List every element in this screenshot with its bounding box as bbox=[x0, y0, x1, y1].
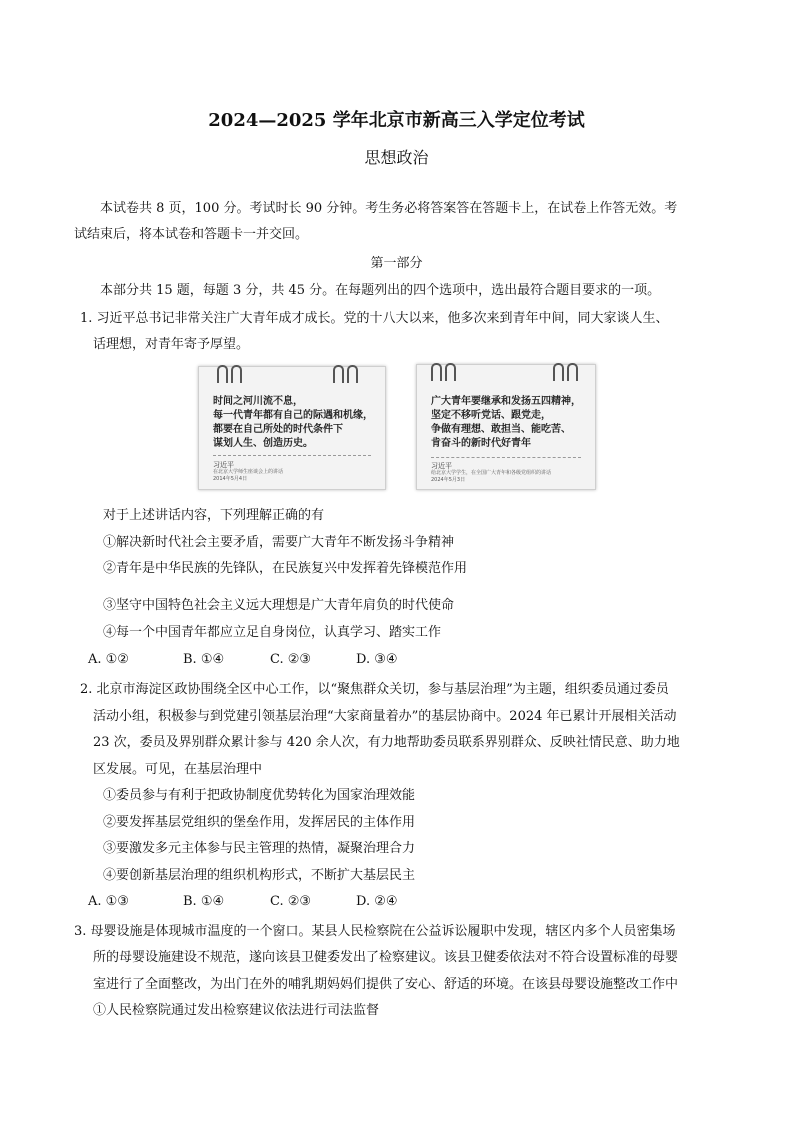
q2-stem-line-3: 23 次，委员及界别群众累计参与 420 余人次，有力地帮助委员联系界别群众、反映社情民意、助力地 bbox=[93, 735, 680, 750]
q2-choice-d: D. ②④ bbox=[356, 894, 398, 909]
q2-stem-line-1: 2. 北京市海淀区政协围绕全区中心工作，以“聚焦群众关切，参与基层治理”为主题，组织委员通过委员 bbox=[80, 682, 669, 697]
binder-ring-icon bbox=[217, 365, 228, 383]
q2-option-1: ①委员参与有利于把政协制度优势转化为国家治理效能 bbox=[103, 788, 416, 803]
part-title: 第一部分 bbox=[370, 256, 423, 271]
binder-ring-icon bbox=[445, 363, 456, 381]
card-1-quote: 时间之河川流不息， 每一代青年都有自己的际遇和机缘， 都要在自己所处的时代条件下 谋划人生、创造历史。 bbox=[213, 396, 373, 449]
quote-card-1 bbox=[198, 366, 386, 490]
q2-choice-c: C. ②③ bbox=[270, 894, 312, 909]
q2-stem-line-4: 区发展。可见，在基层治理中 bbox=[93, 762, 263, 777]
card-divider bbox=[213, 455, 371, 456]
quote-card-2 bbox=[416, 364, 596, 490]
instructions-line-1: 本试卷共 8 页，100 分。考试时长 90 分钟。考生务必将答案答在答题卡上，在试卷上作答无效。考 bbox=[100, 201, 678, 216]
part-description: 本部分共 15 题，每题 3 分，共 45 分。在每题列出的四个选项中，选出最符合题目要求的一项。 bbox=[100, 283, 661, 298]
q2-stem-line-2: 活动小组，积极参与到党建引领基层治理“大家商量着办”的基层协商中。2024 年已累计开展相关活动 bbox=[93, 709, 677, 724]
q2-option-2: ②要发挥基层党组织的堡垒作用，发挥居民的主体作用 bbox=[103, 815, 416, 830]
q3-option-1: ①人民检察院通过发出检察建议依法进行司法监督 bbox=[93, 1003, 380, 1018]
q2-choice-b: B. ①④ bbox=[183, 894, 225, 909]
card-2-author: 习近平 bbox=[431, 462, 452, 470]
q1-choice-d: D. ③④ bbox=[356, 652, 398, 667]
q2-option-3: ③要激发多元主体参与民主管理的热情，凝聚治理合力 bbox=[103, 841, 416, 856]
q2-choice-a: A. ①③ bbox=[88, 894, 129, 909]
card-1-author: 习近平 bbox=[213, 461, 234, 469]
binder-ring-icon bbox=[553, 363, 564, 381]
card-2-quote: 广大青年要继承和发扬五四精神， 坚定不移听党话、跟党走， 争做有理想、敢担当、能吃苦、 肯奋斗的新时代好青年 bbox=[431, 396, 581, 449]
q1-stem-line-2: 话理想，对青年寄予厚望。 bbox=[93, 337, 250, 352]
binder-ring-icon bbox=[431, 363, 442, 381]
exam-subject: 思想政治 bbox=[364, 148, 429, 167]
q2-option-4: ④要创新基层治理的组织机构形式，不断扩大基层民主 bbox=[103, 868, 416, 883]
q1-option-4: ④每一个中国青年都应立足自身岗位，认真学习、踏实工作 bbox=[103, 625, 442, 640]
q1-choice-b: B. ①④ bbox=[183, 652, 225, 667]
q1-option-3: ③坚守中国特色社会主义远大理想是广大青年肩负的时代使命 bbox=[103, 598, 455, 613]
q3-stem-line-1: 3. 母婴设施是体现城市温度的一个窗口。某县人民检察院在公益诉讼履职中发现，辖区内多个人员密集场 bbox=[74, 924, 676, 939]
binder-ring-icon bbox=[347, 365, 358, 383]
q1-choice-c: C. ②③ bbox=[270, 652, 312, 667]
card-1-date: 2014年5月4日 bbox=[213, 476, 248, 482]
card-1-source: 在北京大学师生座谈会上的讲话 bbox=[213, 469, 284, 475]
binder-ring-icon bbox=[567, 363, 578, 381]
q1-stem-line-1: 1. 习近平总书记非常关注广大青年成才成长。党的十八大以来，他多次来到青年中间，同大家谈人生、 bbox=[80, 311, 669, 326]
q1-option-2: ②青年是中华民族的先锋队，在民族复兴中发挥着先锋模范作用 bbox=[103, 561, 468, 576]
card-2-source: 给北京大学学生，在全国广大青年和各级党组织的讲话 bbox=[431, 470, 552, 476]
q3-stem-line-3: 室进行了全面整改，为出门在外的哺乳期妈妈们提供了安心、舒适的环境。在该县母婴设施整改工作中 bbox=[93, 977, 679, 992]
exam-title: 2024—2025 学年北京市新高三入学定位考试 bbox=[208, 110, 585, 131]
card-2-date: 2024年5月3日 bbox=[431, 477, 466, 483]
q1-option-1: ①解决新时代社会主要矛盾，需要广大青年不断发扬斗争精神 bbox=[103, 535, 455, 550]
q3-stem-line-2: 所的母婴设施建设不规范，遂向该县卫健委发出了检察建议。该县卫健委依法对不符合设置标准的母婴 bbox=[93, 950, 679, 965]
q1-choice-a: A. ①② bbox=[88, 652, 129, 667]
binder-ring-icon bbox=[333, 365, 344, 383]
binder-ring-icon bbox=[231, 365, 242, 383]
q1-prompt: 对于上述讲话内容，下列理解正确的有 bbox=[103, 508, 325, 523]
card-divider bbox=[431, 457, 581, 458]
instructions-line-2: 试结束后，将本试卷和答题卡一并交回。 bbox=[74, 227, 309, 242]
